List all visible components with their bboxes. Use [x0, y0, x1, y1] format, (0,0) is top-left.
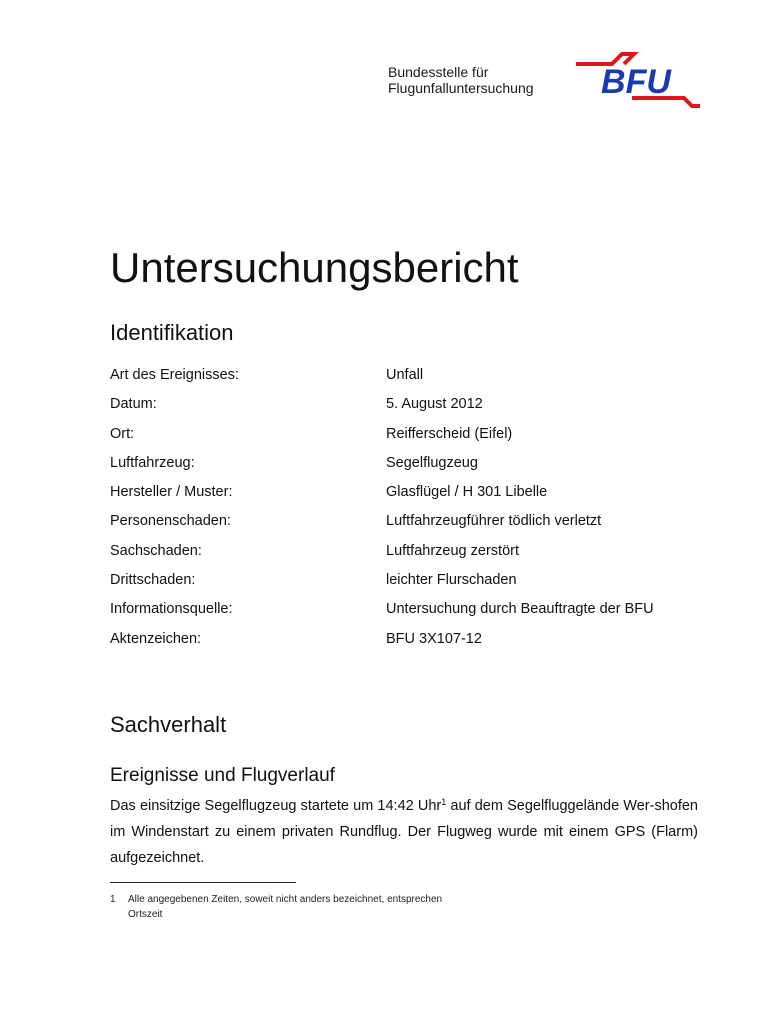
ident-label: Informationsquelle: [110, 601, 233, 618]
footnote-separator [110, 882, 296, 883]
bfu-logo-text: BFU [601, 63, 671, 101]
org-name-line2: Flugunfalluntersuchung [388, 80, 534, 96]
paragraph-text-end: auf dem Segelfluggelände Wer-shofen im Windenstart zu einem privaten Rundflug. Der Flugweg wurde mit einem GPS (Flarm) aufgezeichnet. [110, 798, 698, 866]
ident-value: 5. August 2012 [386, 396, 483, 413]
ident-value: Glasflügel / H 301 Libelle [386, 484, 548, 501]
ident-row [110, 508, 710, 537]
footnote-reference[interactable]: 1 [441, 797, 447, 807]
ident-row [110, 538, 710, 567]
ident-label: Datum: [110, 396, 157, 413]
bfu-logo [572, 50, 702, 110]
page-title: Untersuchungsbericht [110, 244, 519, 291]
ident-value: Reifferscheid (Eifel) [386, 425, 513, 442]
ident-value: Segelflugzeug [386, 454, 478, 471]
org-name [388, 64, 534, 96]
ident-value: Unfall [386, 367, 424, 383]
ident-row [110, 626, 710, 655]
ident-label: Luftfahrzeug: [110, 454, 195, 471]
footnote-text: Alle angegebenen Zeiten, soweit nicht anders bezeichnet, entsprechen Ortszeit [128, 894, 443, 920]
section-heading-sachverhalt: Sachverhalt [110, 712, 227, 737]
ident-value: Luftfahrzeug zerstört [386, 542, 519, 559]
ident-row [110, 421, 710, 450]
paragraph-text-start: Das einsitzige Segelflugzeug startete um 14:42 Uhr [110, 798, 442, 814]
ident-row [110, 391, 710, 420]
ident-row [110, 479, 710, 508]
ident-value: leichter Flurschaden [386, 572, 517, 589]
ident-label: Art des Ereignisses: [110, 367, 239, 383]
ident-label: Aktenzeichen: [110, 630, 202, 647]
ident-label: Sachschaden: [110, 542, 202, 559]
ident-label: Hersteller / Muster: [110, 484, 233, 501]
ident-value: BFU 3X107-12 [386, 630, 482, 647]
org-name-line1: Bundesstelle für [388, 64, 489, 80]
section-heading-identifikation: Identifikation [110, 320, 234, 345]
ident-row [110, 596, 710, 625]
identification-table [110, 362, 710, 655]
body-paragraph [110, 793, 698, 871]
ident-label: Personenschaden: [110, 513, 231, 530]
ident-row [110, 362, 710, 391]
ident-value: Untersuchung durch Beauftragte der BFU [386, 601, 654, 618]
subsection-heading-ereignisse: Ereignisse und Flugverlauf [110, 765, 335, 786]
ident-label: Drittschaden: [110, 572, 196, 589]
ident-row [110, 450, 710, 479]
ident-row [110, 567, 710, 596]
ident-value: Luftfahrzeugführer tödlich verletzt [386, 513, 602, 530]
footnote-number: 1 [110, 894, 116, 905]
ident-label: Ort: [110, 425, 135, 442]
